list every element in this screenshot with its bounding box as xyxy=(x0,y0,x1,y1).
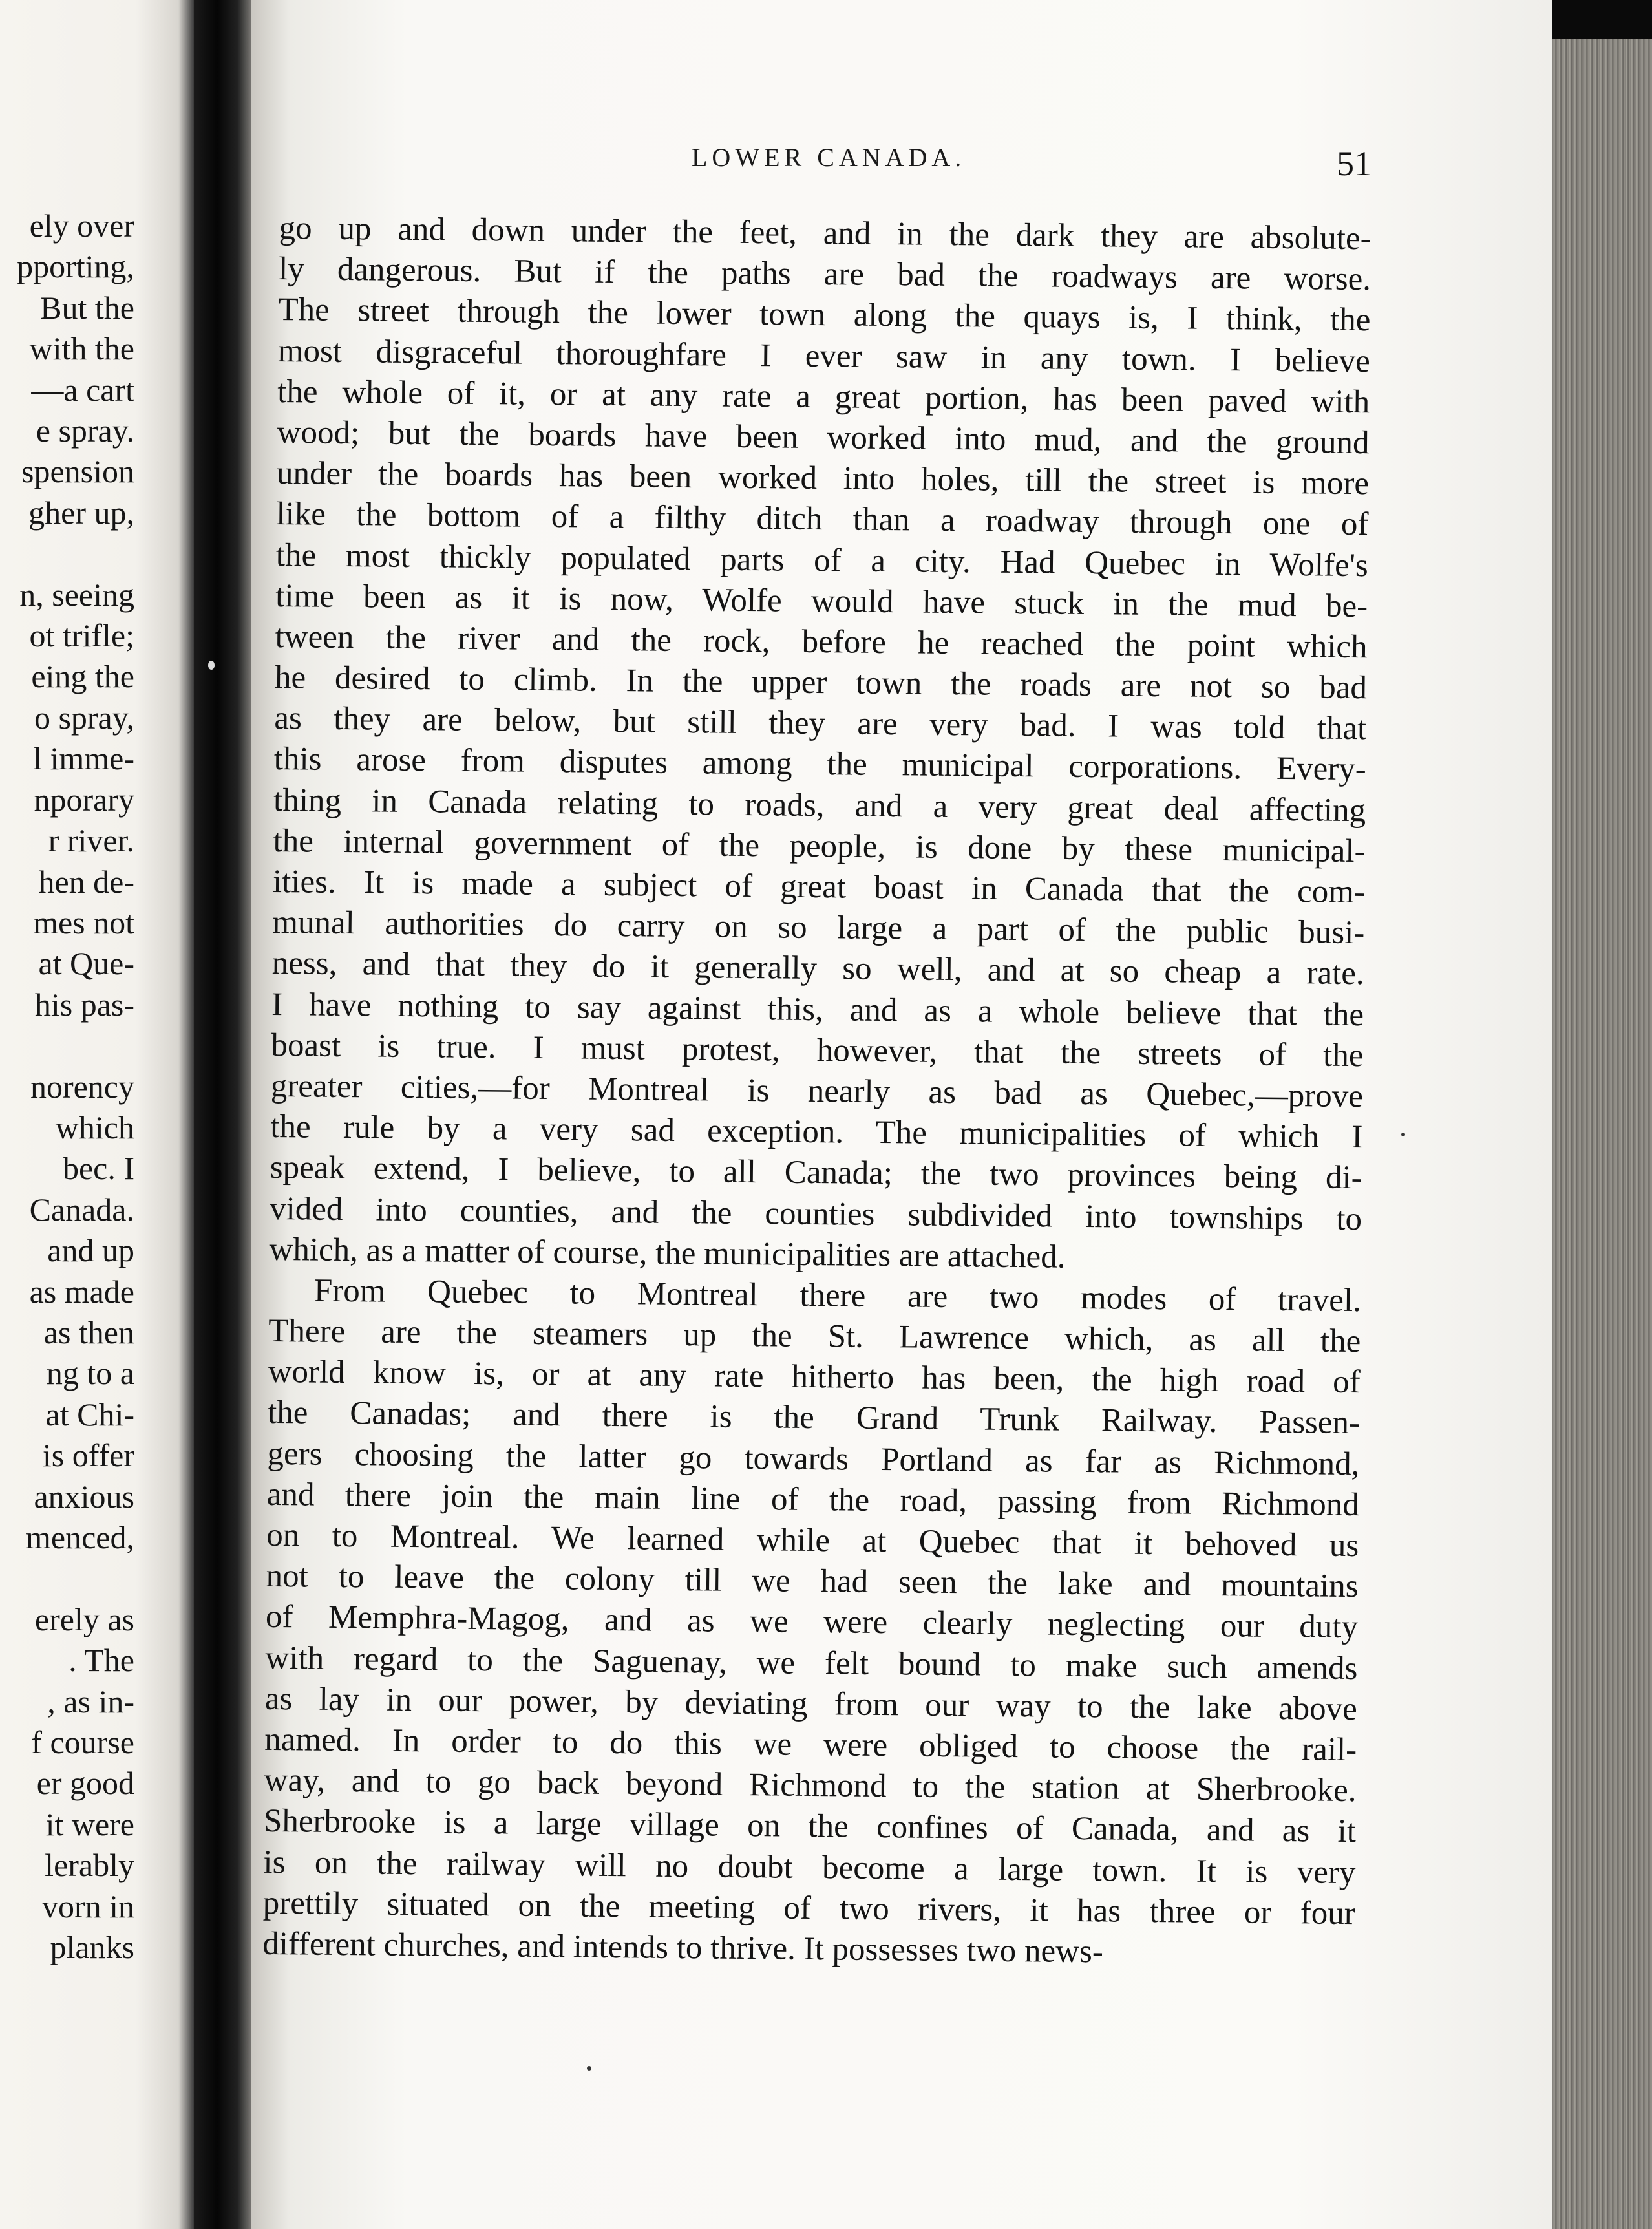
print-speck xyxy=(587,2066,591,2071)
facing-page-line: r river. xyxy=(48,822,134,859)
text-line: the most thickly populated parts of a city. Had Quebec in Wolfe's xyxy=(275,537,1369,584)
facing-page-line: mes not xyxy=(33,904,134,941)
text-line: The street through the lower town along the quays is, I think, the xyxy=(278,292,1371,339)
text-line: wood; but the boards have been worked into mud, and the ground xyxy=(277,414,1370,462)
print-speck xyxy=(1401,1133,1405,1136)
facing-page-line: ely over xyxy=(29,208,134,244)
text-line: is on the railway will no doubt become a large town. It is very xyxy=(263,1844,1356,1891)
facing-page-line: But the xyxy=(40,289,134,326)
text-line: under the boards has been worked into holes, till the street is more xyxy=(276,455,1370,502)
text-line: the whole of it, or at any rate a great portion, has been paved with xyxy=(277,373,1370,420)
text-line: not to leave the colony till we had seen the lake and mountains xyxy=(266,1558,1359,1605)
page-body-text xyxy=(262,208,1371,1975)
text-line: the internal government of the people, is done by these municipal- xyxy=(273,822,1366,869)
text-line: ly dangerous. But if the paths are bad the roadways are worse. xyxy=(278,251,1371,298)
facing-page-line: is offer xyxy=(42,1437,134,1474)
facing-page-line: lerably xyxy=(45,1847,134,1884)
book-edge-top xyxy=(1552,0,1652,39)
facing-page-line: vorn in xyxy=(41,1888,134,1925)
facing-page-line: menced, xyxy=(26,1519,134,1555)
text-line: of Memphra-Magog, and as we were clearly neglecting our duty xyxy=(265,1599,1359,1646)
text-line: munal authorities do carry on so large a part of the public busi- xyxy=(272,904,1365,952)
facing-page-line: at Que- xyxy=(38,945,134,982)
facing-page-line: with the xyxy=(29,330,134,367)
facing-page-line: ng to a xyxy=(46,1355,134,1392)
text-line: most disgraceful thoroughfare I ever saw in any town. I believe xyxy=(277,332,1371,379)
facing-page-line: spension xyxy=(21,453,134,490)
facing-page-line xyxy=(17,1558,134,1599)
text-line: gers choosing the latter go towards Portland as far as Richmond, xyxy=(267,1435,1360,1482)
running-head: LOWER CANADA. xyxy=(692,143,966,172)
facing-page-line: . The xyxy=(69,1642,134,1679)
text-line: Sherbrooke is a large village on the confines of Canada, and as it xyxy=(263,1803,1357,1850)
book-gutter xyxy=(194,0,252,2229)
facing-page-line: l imme- xyxy=(33,740,134,777)
book-page-edges xyxy=(1552,39,1652,2229)
facing-page-line: erely as xyxy=(34,1601,134,1637)
facing-page-line: e spray. xyxy=(36,412,134,449)
text-line: on to Montreal. We learned while at Quebec that it behoved us xyxy=(266,1517,1359,1564)
text-line: the Canadas; and there is the Grand Trunk Railway. Passen- xyxy=(267,1394,1361,1442)
text-line: named. In order to do this we were obliged to choose the rail- xyxy=(264,1721,1357,1769)
text-line: way, and to go back beyond Richmond to the station at Sherbrooke. xyxy=(264,1762,1357,1809)
text-line: with regard to the Saguenay, we felt bound to make such amends xyxy=(265,1639,1358,1687)
text-line: boast is true. I must protest, however, that the streets of the xyxy=(271,1027,1364,1074)
text-line: greater cities,—for Montreal is nearly as bad as Quebec,—prove xyxy=(270,1067,1364,1115)
facing-page-line: gher up, xyxy=(28,494,134,531)
text-line: prettily situated on the meeting of two rivers, it has three or four xyxy=(262,1884,1356,1932)
text-line: different churches, and intends to thrive. It possesses two news- xyxy=(262,1925,1104,1970)
facing-page-line: f course xyxy=(31,1724,134,1761)
text-line: he desired to climb. In the upper town the roads are not so bad xyxy=(274,659,1368,707)
facing-page-line xyxy=(17,533,134,574)
facing-page-line: at Chi- xyxy=(45,1396,134,1433)
text-line: tween the river and the rock, before he reached the point which xyxy=(275,618,1368,666)
facing-page-line: Canada. xyxy=(29,1191,134,1228)
text-line: this arose from disputes among the municipal corporations. Every- xyxy=(273,741,1367,788)
text-line: vided into counties, and the counties subdivided into townships to xyxy=(269,1190,1362,1237)
facing-page-line: n, seeing xyxy=(19,576,134,613)
facing-page-line: ot trifle; xyxy=(29,617,134,654)
text-line: From Quebec to Montreal there are two modes of travel. xyxy=(313,1272,1362,1319)
text-line: ities. It is made a subject of great boast in Canada that the com- xyxy=(272,863,1366,911)
text-line: I have nothing to say against this, and as a whole believe that the xyxy=(271,986,1364,1033)
facing-page-line: as made xyxy=(29,1273,134,1310)
text-line: thing in Canada relating to roads, and a very great deal affecting xyxy=(273,782,1366,829)
text-line: and there join the main line of the road, passing from Richmond xyxy=(266,1476,1360,1523)
facing-page-text xyxy=(17,206,134,1968)
text-line: which, as a matter of course, the municipalities are attached. xyxy=(269,1231,1066,1275)
facing-page-line: er good xyxy=(36,1765,134,1802)
facing-page-line: , as in- xyxy=(47,1683,134,1720)
text-line: There are the steamers up the St. Lawrence which, as all the xyxy=(268,1312,1361,1360)
facing-page-line: —a cart xyxy=(31,371,134,408)
facing-page-left xyxy=(0,0,194,2229)
facing-page-line: norency xyxy=(30,1068,134,1105)
facing-page-line: anxious xyxy=(34,1478,134,1515)
text-line: the rule by a very sad exception. The municipalities of which I xyxy=(270,1109,1363,1156)
facing-page-line: it were xyxy=(45,1806,134,1842)
facing-page-line: as then xyxy=(43,1314,134,1350)
facing-page-line: pporting, xyxy=(17,248,134,285)
facing-page-line: o spray, xyxy=(34,699,134,736)
facing-page-line: planks xyxy=(50,1929,134,1966)
text-line: as lay in our power, by deviating from our way to the lake above xyxy=(264,1680,1358,1727)
text-line: as they are below, but still they are very bad. I was told that xyxy=(274,700,1367,747)
facing-page-line: bec. I xyxy=(62,1150,134,1187)
text-line: ness, and that they do it generally so well, and at so cheap a rate. xyxy=(271,945,1364,992)
facing-page-line: hen de- xyxy=(38,863,134,900)
page-number: 51 xyxy=(1337,144,1371,183)
text-line: world know is, or at any rate hitherto has been, the high road of xyxy=(268,1354,1361,1401)
facing-page-line xyxy=(17,1025,134,1066)
text-line: like the bottom of a filthy ditch than a roadway through one of xyxy=(276,496,1369,543)
print-speck xyxy=(208,661,215,670)
facing-page-line: eing the xyxy=(31,658,134,695)
facing-page-line: which xyxy=(55,1109,134,1146)
facing-page-line: and up xyxy=(47,1232,134,1269)
facing-page-line: his pas- xyxy=(34,986,134,1023)
text-line: time been as it is now, Wolfe would have stuck in the mud be- xyxy=(275,577,1368,624)
facing-page-line: nporary xyxy=(34,781,134,818)
text-line: speak extend, I believe, to all Canada; the two provinces being di- xyxy=(270,1149,1362,1197)
text-line: go up and down under the feet, and in the dark they are absolute- xyxy=(279,209,1371,257)
